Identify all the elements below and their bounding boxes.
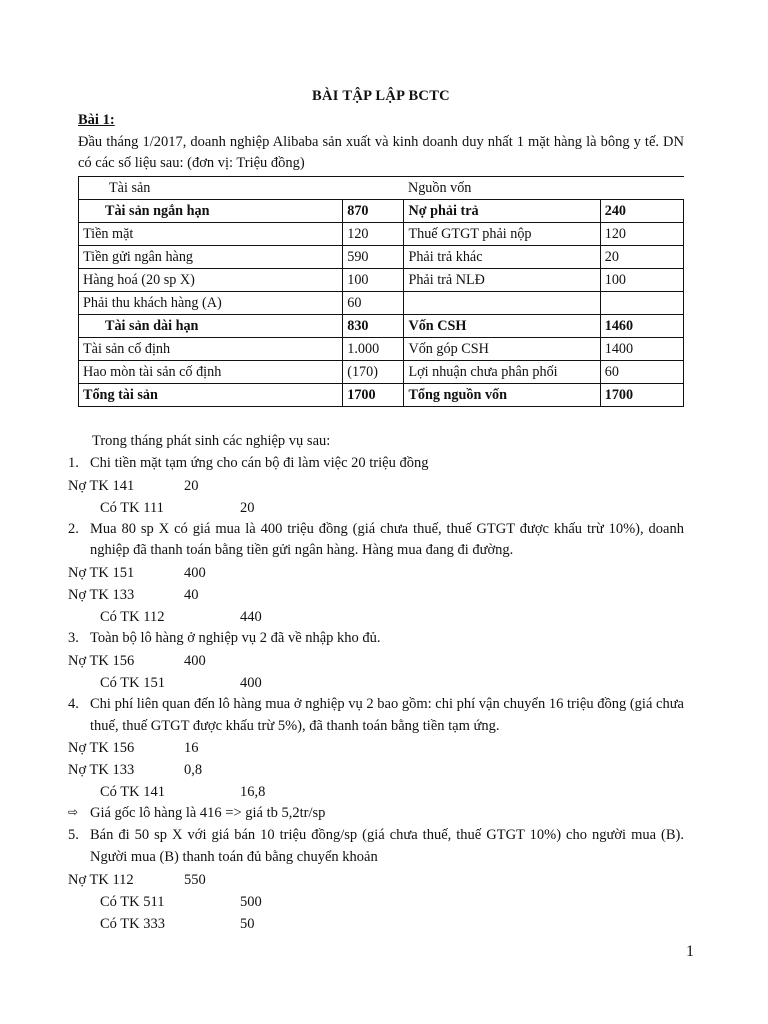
journal-entry — [78, 606, 684, 628]
journal-entry — [68, 759, 684, 781]
journal-entry — [68, 475, 684, 497]
journal-entry — [68, 562, 684, 584]
entry-amount: 50 — [240, 915, 255, 932]
entry-amount: 0,8 — [184, 762, 203, 779]
asset-value: 590 — [343, 246, 404, 269]
operation-number: 1. — [68, 454, 79, 471]
entry-account: Có TK 111 — [100, 499, 164, 516]
source-value: 1700 — [600, 384, 683, 407]
asset-value: 830 — [343, 315, 404, 338]
source-label: Vốn CSH — [404, 315, 600, 338]
journal-entry — [78, 891, 684, 913]
source-value — [600, 292, 683, 315]
source-value: 1460 — [600, 315, 683, 338]
entry-amount: 20 — [240, 499, 255, 516]
journal-entry — [68, 869, 684, 891]
note-text: Giá gốc lô hàng là 416 => giá tb 5,2tr/sp — [90, 805, 326, 822]
asset-label: Hao mòn tài sản cố định — [79, 361, 343, 384]
arrow-right-icon: ⇨ — [68, 805, 79, 820]
asset-label: Tài sản ngắn hạn — [79, 200, 343, 223]
table-row — [79, 223, 684, 246]
entry-amount: 440 — [240, 609, 262, 625]
asset-value: 120 — [343, 223, 404, 246]
source-label: Vốn góp CSH — [404, 338, 600, 361]
assets-header: Tài sản — [79, 177, 404, 200]
journal-entry — [68, 584, 684, 606]
entry-amount: 20 — [184, 477, 199, 494]
asset-value: 1700 — [343, 384, 404, 407]
source-label: Lợi nhuận chưa phân phối — [404, 361, 600, 384]
entry-amount: 400 — [184, 565, 206, 581]
operations-intro: Trong tháng phát sinh các nghiệp vụ sau: — [92, 433, 331, 449]
asset-value: 60 — [343, 292, 404, 315]
entry-account: Nợ TK 133 — [68, 762, 135, 779]
document-page — [68, 86, 684, 935]
journal-entry — [68, 737, 684, 759]
entry-account: Có TK 112 — [100, 609, 165, 625]
source-value: 120 — [600, 223, 683, 246]
operation-text: Chi phí liên quan đến lô hàng mua ở nghiệp vụ 2 bao gồm: chi phí vận chuyển 16 triệu đồng (giá chưa thuế, thuế GTGT được khấu trừ 5%), đã thanh toán bằng tiền tạm ứng. — [90, 695, 684, 734]
exercise-heading: Bài 1: — [78, 111, 115, 128]
source-value: 1400 — [600, 338, 683, 361]
operation-number: 3. — [68, 630, 79, 646]
table-row — [79, 315, 684, 338]
entry-account: Có TK 141 — [100, 784, 165, 801]
sources-header: Nguồn vốn — [404, 177, 684, 200]
operation-number: 4. — [68, 695, 79, 712]
operation-item — [68, 519, 684, 563]
journal-entry — [78, 672, 684, 694]
entry-account: Có TK 333 — [100, 915, 165, 932]
asset-label: Tổng tài sản — [79, 384, 343, 407]
entry-account: Có TK 151 — [100, 674, 165, 691]
entry-amount: 400 — [184, 652, 206, 669]
source-label: Phải trả khác — [404, 246, 600, 269]
entry-account: Nợ TK 112 — [68, 871, 134, 888]
entry-account: Nợ TK 141 — [68, 477, 135, 494]
operation-item — [68, 694, 684, 738]
asset-value: 100 — [343, 269, 404, 292]
operation-item — [68, 453, 684, 475]
page-number: 1 — [686, 943, 694, 960]
asset-label: Hàng hoá (20 sp X) — [79, 269, 343, 292]
balance-sheet-table — [78, 176, 684, 407]
table-header-row — [79, 177, 684, 200]
entry-amount: 550 — [184, 871, 206, 888]
operations-section — [68, 431, 684, 935]
operation-item — [68, 825, 684, 869]
table-row — [79, 292, 684, 315]
journal-entry — [78, 913, 684, 935]
exercise-intro: Đầu tháng 1/2017, doanh nghiệp Alibaba sản xuất và kinh doanh duy nhất 1 mặt hàng là bông y tế. DN có các số liệu sau: (đơn vị: Triệu đồng) — [78, 133, 684, 172]
source-label — [404, 292, 600, 315]
entry-account: Nợ TK 133 — [68, 587, 135, 603]
asset-value: 1.000 — [343, 338, 404, 361]
source-value: 100 — [600, 269, 683, 292]
operation-number: 5. — [68, 827, 79, 843]
entry-amount: 500 — [240, 893, 262, 910]
entry-account: Nợ TK 156 — [68, 652, 135, 669]
journal-entry — [68, 650, 684, 672]
asset-value: (170) — [343, 361, 404, 384]
source-label: Nợ phải trả — [404, 200, 600, 223]
table-row — [79, 361, 684, 384]
entry-amount: 40 — [184, 587, 199, 603]
entry-account: Nợ TK 156 — [68, 740, 135, 757]
entry-amount: 16,8 — [240, 784, 266, 801]
asset-label: Phải thu khách hàng (A) — [79, 292, 343, 315]
table-row — [79, 269, 684, 292]
entry-account: Nợ TK 151 — [68, 565, 135, 581]
entry-amount: 400 — [240, 674, 262, 691]
journal-entry — [78, 497, 684, 519]
journal-entry — [78, 781, 684, 803]
source-label: Phải trả NLĐ — [404, 269, 600, 292]
asset-label: Tiền gửi ngân hàng — [79, 246, 343, 269]
table-row — [79, 200, 684, 223]
source-label: Tổng nguồn vốn — [404, 384, 600, 407]
table-row — [79, 338, 684, 361]
operation-text: Chi tiền mặt tạm ứng cho cán bộ đi làm việc 20 triệu đồng — [90, 454, 429, 471]
table-row — [79, 246, 684, 269]
operations-list — [68, 453, 684, 935]
operation-text: Mua 80 sp X có giá mua là 400 triệu đồng (giá chưa thuế, thuế GTGT được khấu trừ 10%), doanh nghiệp đã thanh toán bằng tiền gửi ngân hàng. Hàng mua đang đi đường. — [90, 520, 684, 559]
asset-label: Tài sản cố định — [79, 338, 343, 361]
operation-number: 2. — [68, 520, 79, 537]
asset-label: Tài sản dài hạn — [79, 315, 343, 338]
asset-value: 870 — [343, 200, 404, 223]
table-row — [79, 384, 684, 407]
document-title: BÀI TẬP LẬP BCTC — [312, 88, 450, 104]
operation-note — [68, 803, 684, 825]
source-value: 20 — [600, 246, 683, 269]
operation-item — [68, 628, 684, 650]
asset-label: Tiền mặt — [79, 223, 343, 246]
operation-text: Bán đi 50 sp X với giá bán 10 triệu đồng/sp (giá chưa thuế, thuế GTGT 10%) cho người mua (B). Người mua (B) thanh toán đủ bằng chuyển khoản — [90, 827, 684, 865]
source-label: Thuế GTGT phải nộp — [404, 223, 600, 246]
operation-text: Toàn bộ lô hàng ở nghiệp vụ 2 đã về nhập kho đủ. — [90, 630, 381, 646]
entry-amount: 16 — [184, 740, 199, 757]
entry-account: Có TK 511 — [100, 893, 165, 910]
source-value: 240 — [600, 200, 683, 223]
source-value: 60 — [600, 361, 683, 384]
